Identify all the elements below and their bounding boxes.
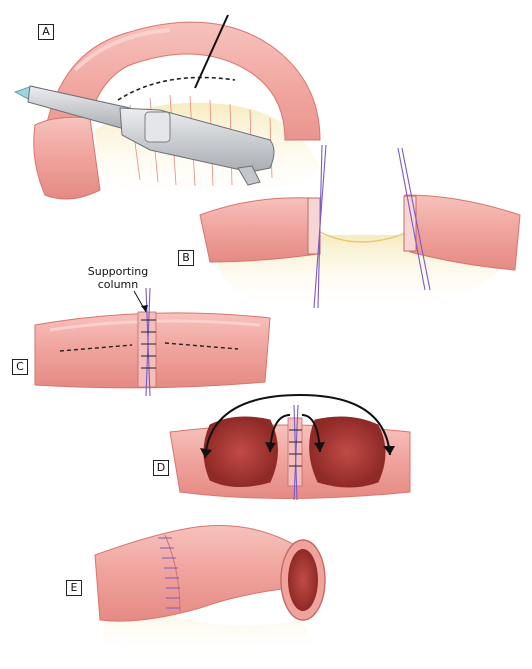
panel-label-b: B — [178, 250, 194, 266]
bowel-lumen-e — [288, 549, 318, 611]
stapler-button — [145, 112, 170, 142]
panel-label-a: A — [38, 24, 54, 40]
panel-e-completed-anastomosis — [95, 526, 325, 651]
bowel-segment-a — [34, 117, 100, 199]
supporting-column-callout — [82, 265, 154, 291]
callout-line-1: Supporting — [87, 265, 149, 278]
callout-line-2: column — [97, 278, 139, 291]
panel-d-opened-lumens — [170, 395, 410, 500]
cut-line-a — [118, 78, 235, 101]
panel-label-c: C — [12, 359, 28, 375]
panel-c-supporting-column — [35, 288, 270, 396]
panel-a-stapler-division — [15, 15, 320, 199]
bowel-end-left-b — [200, 198, 318, 262]
staple-line-right-b — [404, 196, 416, 251]
lumen-right-d — [310, 417, 385, 487]
panel-label-d: D — [153, 460, 169, 476]
panel-label-e: E — [66, 580, 82, 596]
